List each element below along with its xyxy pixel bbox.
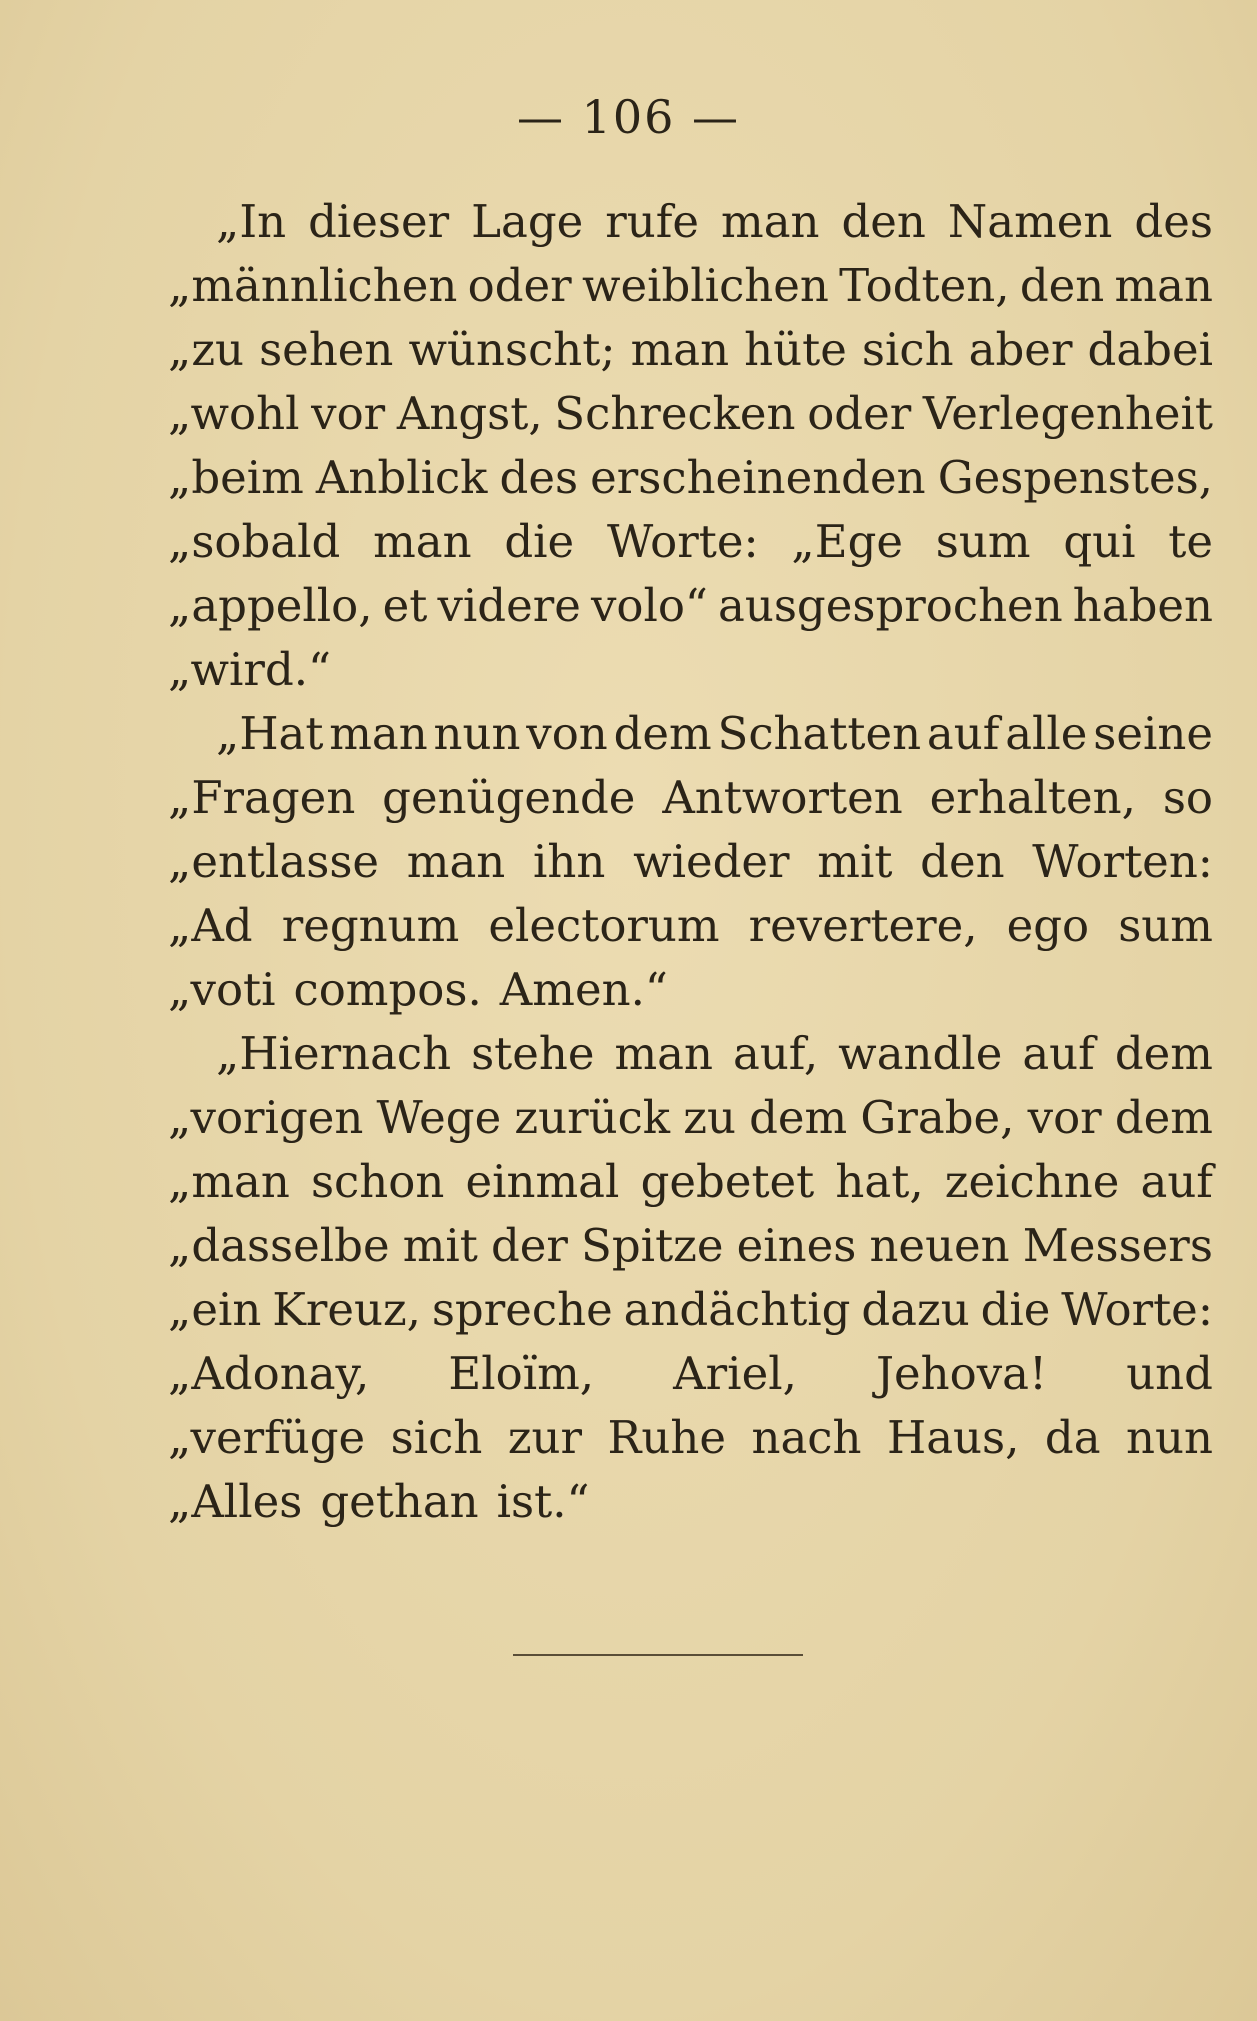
- text-line: „entlasse man ihn wieder mit den Worten:: [168, 835, 1213, 888]
- body-text: [168, 190, 1213, 1534]
- text-line: „sobald man die Worte: „Ege sum qui te: [168, 515, 1213, 568]
- text-line: „In dieser Lage rufe man den Namen des: [216, 195, 1213, 248]
- text-line: „Hiernach stehe man auf, wandle auf dem: [216, 1027, 1213, 1080]
- text-line: „voti compos. Amen.“: [168, 963, 668, 1016]
- text-line: „männlichen oder weiblichen Todten, den man: [168, 259, 1213, 312]
- paragraph: [168, 702, 1213, 1022]
- text-line: „ein Kreuz, spreche andächtig dazu die Worte:: [168, 1283, 1213, 1336]
- text-line: „verfüge sich zur Ruhe nach Haus, da nun: [168, 1411, 1213, 1464]
- text-line: „Hat man nun von dem Schatten auf alle seine: [216, 707, 1213, 760]
- text-line: „wohl vor Angst, Schrecken oder Verlegenheit: [168, 387, 1213, 440]
- paragraph: [168, 1022, 1213, 1534]
- text-line: „Ad regnum electorum revertere, ego sum: [168, 899, 1213, 952]
- text-line: „man schon einmal gebetet hat, zeichne auf: [168, 1155, 1213, 1208]
- page-number: — 106 —: [516, 90, 741, 144]
- text-line: „Alles gethan ist.“: [168, 1475, 590, 1528]
- text-line: „zu sehen wünscht; man hüte sich aber dabei: [168, 323, 1213, 376]
- text-line: „wird.“: [168, 643, 332, 696]
- text-line: „Fragen genügende Antworten erhalten, so: [168, 771, 1213, 824]
- text-line: „vorigen Wege zurück zu dem Grabe, vor dem: [168, 1091, 1213, 1144]
- text-line: „beim Anblick des erscheinenden Gespenstes,: [168, 451, 1213, 504]
- text-line: „appello, et videre volo“ ausgesprochen haben: [168, 579, 1213, 632]
- text-line: „Adonay, Eloïm, Ariel, Jehova! und: [168, 1347, 1213, 1400]
- section-divider: [513, 1654, 803, 1656]
- text-line: „dasselbe mit der Spitze eines neuen Messers: [168, 1219, 1213, 1272]
- paragraph: [168, 190, 1213, 702]
